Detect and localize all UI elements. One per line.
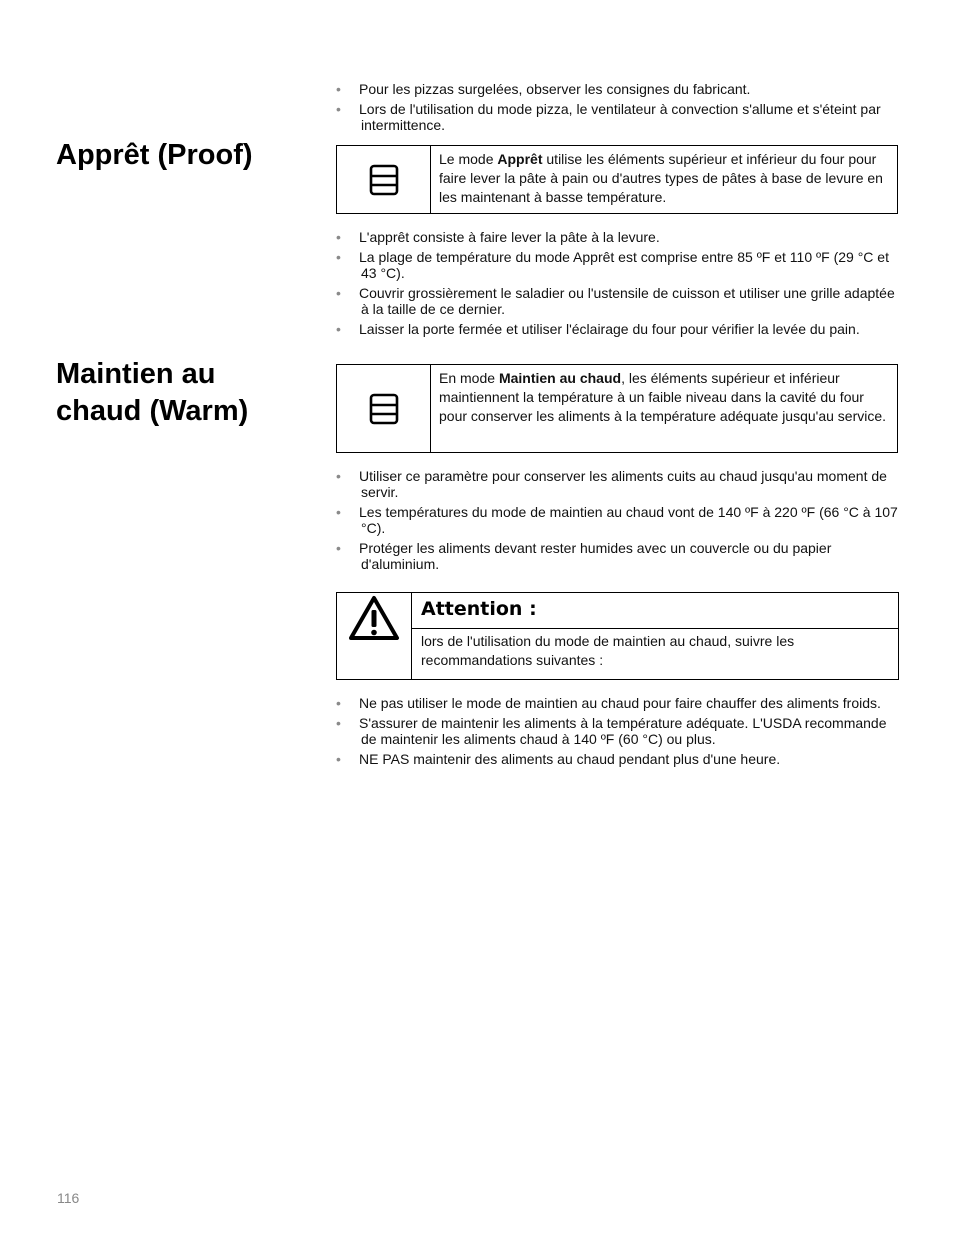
list-item: • L'apprêt consiste à faire lever la pâte à la levure.: [336, 229, 660, 245]
proof-bullet-list: [336, 229, 898, 341]
warm-description: En mode Maintien au chaud, les éléments supérieur et inférieur maintiennent la température à un faible niveau dans la cavité du four pour conserver les aliments à la température adéquate jusqu'au service.: [439, 370, 887, 424]
list-item: • Utiliser ce paramètre pour conserver les aliments cuits au chaud jusqu'au moment de servir.: [336, 468, 887, 500]
list-item: • Laisser la porte fermée et utiliser l'éclairage du four pour vérifier la levée du pain.: [336, 321, 860, 337]
attention-box: [336, 592, 899, 680]
proof-icon-cell: [337, 146, 431, 213]
oven-mode-icon: [369, 393, 399, 425]
list-item: • Ne pas utiliser le mode de maintien au chaud pour faire chauffer des aliments froids.: [336, 695, 881, 711]
list-item: • Protéger les aliments devant rester humides avec un couvercle ou du papier d'aluminium.: [336, 540, 832, 572]
proof-mode-box: [336, 145, 898, 214]
attention-content: [412, 593, 898, 679]
attention-title: Attention :: [412, 593, 898, 629]
oven-mode-icon: [369, 164, 399, 196]
attention-bullet-list: [336, 695, 898, 771]
page-number: 116: [57, 1190, 80, 1206]
list-item: • Pour les pizzas surgelées, observer les consignes du fabricant.: [336, 81, 751, 97]
warning-icon-cell: [337, 593, 412, 679]
list-item: • Les températures du mode de maintien au chaud vont de 140 ºF à 220 ºF (66 °C à 107 °C).: [336, 504, 898, 536]
warm-mode-box: [336, 364, 898, 453]
list-item: • NE PAS maintenir des aliments au chaud pendant plus d'une heure.: [336, 751, 781, 767]
warm-icon-cell: [337, 365, 431, 452]
warning-triangle-icon: [347, 594, 401, 642]
list-item: • La plage de température du mode Apprêt est comprise entre 85 ºF et 110 ºF (29 °C et 43 °C).: [336, 249, 889, 281]
warm-bullet-list: [336, 468, 898, 576]
list-item: • Couvrir grossièrement le saladier ou l'ustensile de cuisson et utiliser une grille adaptée à la taille de ce dernier.: [336, 285, 895, 317]
intro-bullet-list: [336, 81, 898, 137]
section-heading-proof: Apprêt (Proof): [56, 139, 253, 171]
section-heading-warm: Maintien au chaud (Warm): [56, 358, 249, 427]
attention-body: lors de l'utilisation du mode de maintien au chaud, suivre les recommandations suivantes :: [421, 633, 795, 668]
list-item: • S'assurer de maintenir les aliments à la température adéquate. L'USDA recommande de maintenir les aliments chaud à 140 ºF (60 °C) ou plus.: [336, 715, 887, 747]
proof-description: Le mode Apprêt utilise les éléments supérieur et inférieur du four pour faire lever la pâte à pain ou d'autres types de pâtes à base de levure en les maintenant à basse température.: [439, 151, 883, 205]
list-item: • Lors de l'utilisation du mode pizza, le ventilateur à convection s'allume et s'éteint par intermittence.: [336, 101, 881, 133]
